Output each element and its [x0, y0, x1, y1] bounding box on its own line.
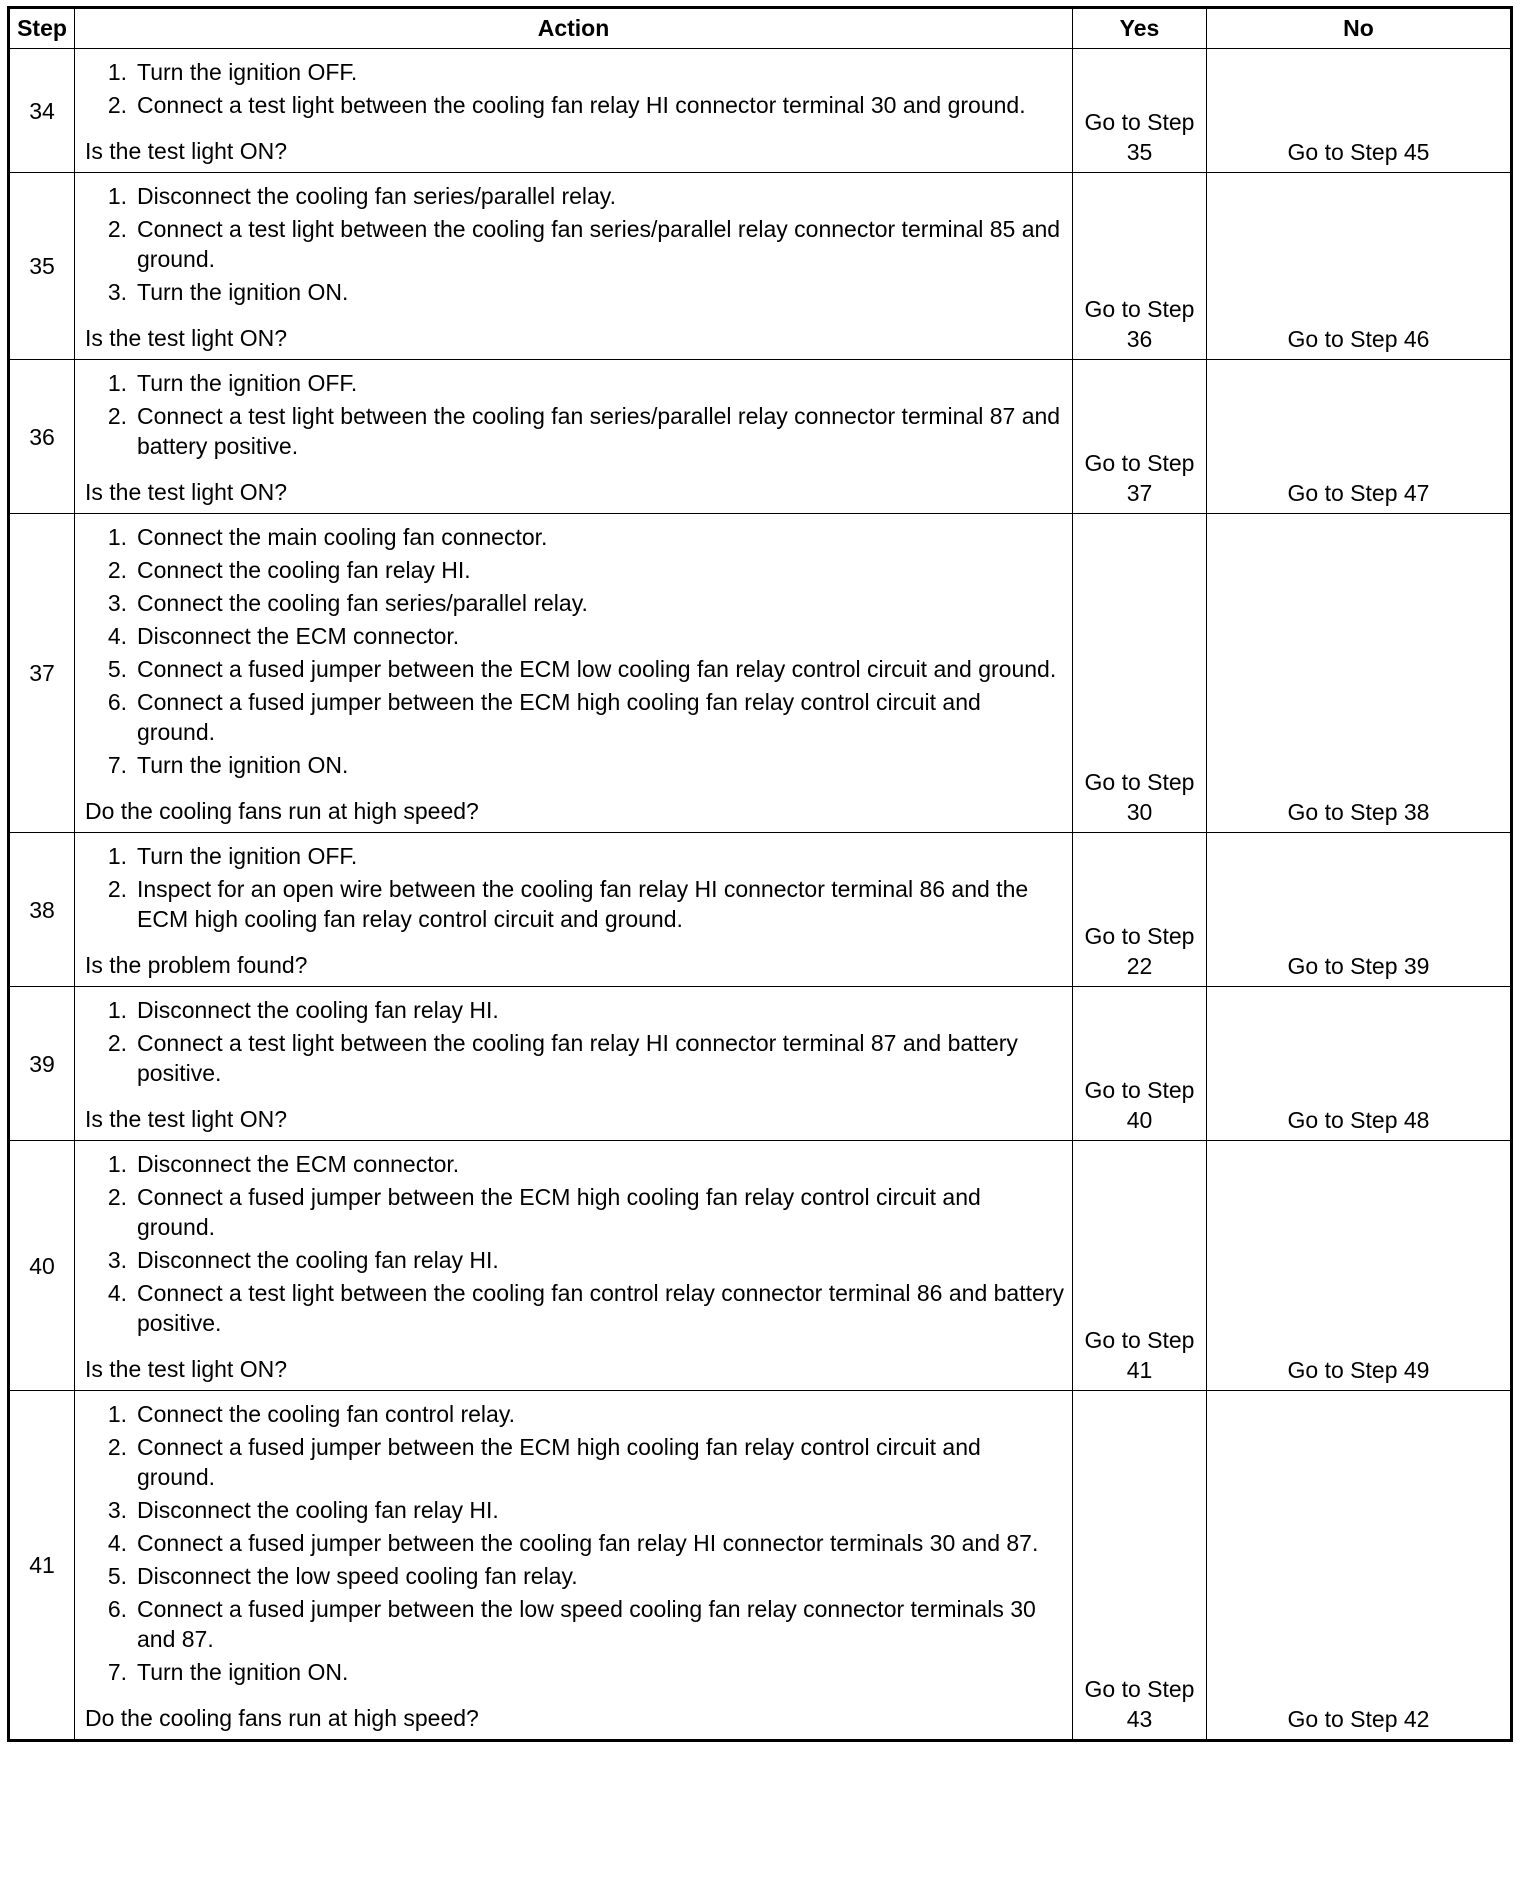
step-number: 39 [9, 987, 75, 1141]
action-item [83, 214, 1064, 274]
action-item [83, 687, 1064, 747]
action-item-text: Disconnect the ECM connector. [137, 1151, 460, 1177]
action-item [83, 1399, 1064, 1429]
action-item-number: 4. [107, 623, 127, 649]
action-item-number: 3. [107, 590, 127, 616]
action-item-text: Inspect for an open wire between the cooling fan relay HI connector terminal 86 and the ECM high cooling fan relay control circuit and ground. [137, 876, 1029, 932]
yes-text: 37 [1126, 480, 1153, 506]
action-item [83, 57, 1064, 87]
yes-text: 35 [1126, 139, 1153, 165]
action-item [83, 654, 1064, 684]
action-item [83, 874, 1064, 934]
action-list [83, 841, 1064, 934]
action-question: Is the test light ON? [85, 325, 287, 351]
yes-cell [1073, 833, 1207, 987]
no-cell: Go to Step 48 [1207, 987, 1512, 1141]
action-item-number: 6. [107, 689, 127, 715]
action-item [83, 1561, 1064, 1591]
action-item [83, 750, 1064, 780]
table-row [9, 987, 1512, 1141]
yes-text: 36 [1126, 326, 1153, 352]
table-row [9, 833, 1512, 987]
yes-text: Go to Step [1084, 296, 1195, 322]
action-list [83, 181, 1064, 307]
action-item [83, 995, 1064, 1025]
action-item-text: Connect the cooling fan relay HI. [137, 557, 471, 583]
action-question: Is the problem found? [85, 952, 308, 978]
action-cell [75, 987, 1073, 1141]
action-list [83, 995, 1064, 1088]
no-cell: Go to Step 42 [1207, 1391, 1512, 1741]
no-cell: Go to Step 45 [1207, 49, 1512, 173]
action-cell [75, 360, 1073, 514]
action-item-text: Connect a fused jumper between the ECM high cooling fan relay control circuit and ground. [137, 1434, 981, 1490]
action-item-number: 1. [107, 1151, 127, 1177]
action-item-text: Connect a fused jumper between the ECM low cooling fan relay control circuit and ground. [137, 656, 1057, 682]
yes-text: Go to Step [1084, 1676, 1195, 1702]
action-item-text: Disconnect the cooling fan relay HI. [137, 1497, 499, 1523]
action-item [83, 1028, 1064, 1088]
action-item-number: 3. [107, 1247, 127, 1273]
action-cell [75, 833, 1073, 987]
action-item-number: 5. [107, 1563, 127, 1589]
action-item-text: Turn the ignition OFF. [137, 370, 358, 396]
action-item-text: Connect the cooling fan series/parallel relay. [137, 590, 588, 616]
step-number: 41 [9, 1391, 75, 1741]
table-row [9, 1141, 1512, 1391]
action-item [83, 841, 1064, 871]
action-item-text: Connect a fused jumper between the ECM high cooling fan relay control circuit and ground. [137, 1184, 981, 1240]
action-item-number: 1. [107, 370, 127, 396]
table-row [9, 514, 1512, 833]
action-item [83, 181, 1064, 211]
step-header: Step [9, 8, 75, 49]
step-number: 37 [9, 514, 75, 833]
yes-cell [1073, 514, 1207, 833]
action-item [83, 1182, 1064, 1242]
action-item [83, 1432, 1064, 1492]
action-item [83, 368, 1064, 398]
action-item-text: Turn the ignition ON. [137, 1659, 349, 1685]
action-item-text: Disconnect the cooling fan relay HI. [137, 997, 499, 1023]
yes-text: 43 [1126, 1706, 1153, 1732]
action-question: Is the test light ON? [85, 138, 287, 164]
action-item [83, 522, 1064, 552]
action-item-text: Disconnect the ECM connector. [137, 623, 460, 649]
yes-cell [1073, 360, 1207, 514]
yes-text: Go to Step [1084, 923, 1195, 949]
yes-text: Go to Step [1084, 769, 1195, 795]
action-item-text: Connect the main cooling fan connector. [137, 524, 548, 550]
step-number: 35 [9, 173, 75, 360]
action-item-text: Connect a test light between the cooling fan control relay connector terminal 86 and battery positive. [137, 1280, 1064, 1336]
action-list [83, 368, 1064, 461]
action-item [83, 588, 1064, 618]
action-question: Is the test light ON? [85, 479, 287, 505]
action-item-number: 7. [107, 752, 127, 778]
yes-header: Yes [1073, 8, 1207, 49]
action-list [83, 522, 1064, 780]
table-body [9, 49, 1512, 1741]
yes-text: 22 [1126, 953, 1153, 979]
action-item-number: 2. [107, 557, 127, 583]
action-item [83, 1278, 1064, 1338]
yes-cell [1073, 49, 1207, 173]
action-item-number: 2. [107, 216, 127, 242]
action-item [83, 555, 1064, 585]
action-item-number: 3. [107, 1497, 127, 1523]
action-item [83, 1528, 1064, 1558]
step-number: 38 [9, 833, 75, 987]
action-item [83, 1495, 1064, 1525]
action-list [83, 57, 1064, 120]
action-item-number: 2. [107, 403, 127, 429]
action-item [83, 401, 1064, 461]
action-item-number: 3. [107, 279, 127, 305]
yes-text: 41 [1126, 1357, 1153, 1383]
no-header: No [1207, 8, 1512, 49]
action-cell [75, 514, 1073, 833]
no-cell: Go to Step 39 [1207, 833, 1512, 987]
action-item-number: 1. [107, 183, 127, 209]
action-item [83, 1149, 1064, 1179]
action-item-text: Connect a test light between the cooling fan series/parallel relay connector terminal 87 and battery positive. [137, 403, 1061, 459]
action-cell [75, 49, 1073, 173]
action-item-text: Disconnect the low speed cooling fan relay. [137, 1563, 578, 1589]
yes-text: Go to Step [1084, 109, 1195, 135]
step-number: 40 [9, 1141, 75, 1391]
table-row [9, 1391, 1512, 1741]
action-item-number: 4. [107, 1280, 127, 1306]
no-cell: Go to Step 46 [1207, 173, 1512, 360]
action-item-number: 1. [107, 843, 127, 869]
yes-text: Go to Step [1084, 1327, 1195, 1353]
action-item-number: 2. [107, 1434, 127, 1460]
action-item-number: 2. [107, 1030, 127, 1056]
action-item-text: Connect a fused jumper between the low speed cooling fan relay connector terminals 30 and 87. [137, 1596, 1036, 1652]
header-row [9, 8, 1512, 49]
yes-cell [1073, 987, 1207, 1141]
action-cell [75, 173, 1073, 360]
action-item [83, 277, 1064, 307]
table-row [9, 173, 1512, 360]
yes-cell [1073, 173, 1207, 360]
action-question: Do the cooling fans run at high speed? [85, 798, 479, 824]
action-item-number: 1. [107, 59, 127, 85]
yes-text: Go to Step [1084, 450, 1195, 476]
action-item-text: Turn the ignition OFF. [137, 843, 358, 869]
action-item-text: Disconnect the cooling fan relay HI. [137, 1247, 499, 1273]
action-question: Is the test light ON? [85, 1356, 287, 1382]
action-item-text: Connect a test light between the cooling fan series/parallel relay connector terminal 85 and ground. [137, 216, 1061, 272]
action-question: Do the cooling fans run at high speed? [85, 1705, 479, 1731]
action-item [83, 1594, 1064, 1654]
yes-text: Go to Step [1084, 1077, 1195, 1103]
action-item-number: 1. [107, 524, 127, 550]
action-item-number: 5. [107, 656, 127, 682]
action-item-text: Turn the ignition ON. [137, 752, 349, 778]
action-question: Is the test light ON? [85, 1106, 287, 1132]
yes-text: 40 [1126, 1107, 1153, 1133]
action-item-number: 6. [107, 1596, 127, 1622]
action-item-text: Connect a fused jumper between the ECM high cooling fan relay control circuit and ground. [137, 689, 981, 745]
step-number: 36 [9, 360, 75, 514]
action-item-number: 7. [107, 1659, 127, 1685]
action-item-text: Turn the ignition OFF. [137, 59, 358, 85]
action-item-text: Connect a test light between the cooling fan relay HI connector terminal 87 and battery positive. [137, 1030, 1018, 1086]
action-item [83, 90, 1064, 120]
no-cell: Go to Step 47 [1207, 360, 1512, 514]
action-item [83, 1245, 1064, 1275]
action-item-number: 2. [107, 876, 127, 902]
action-item-number: 4. [107, 1530, 127, 1556]
action-cell [75, 1391, 1073, 1741]
action-item-text: Connect the cooling fan control relay. [137, 1401, 516, 1427]
table-row [9, 360, 1512, 514]
action-item [83, 1657, 1064, 1687]
action-item-number: 2. [107, 1184, 127, 1210]
action-item-text: Turn the ignition ON. [137, 279, 349, 305]
action-item-number: 1. [107, 1401, 127, 1427]
action-cell [75, 1141, 1073, 1391]
yes-text: 30 [1126, 799, 1153, 825]
action-item-number: 1. [107, 997, 127, 1023]
action-item [83, 621, 1064, 651]
diagnostic-table [7, 6, 1513, 1742]
action-item-text: Connect a test light between the cooling fan relay HI connector terminal 30 and ground. [137, 92, 1026, 118]
action-item-number: 2. [107, 92, 127, 118]
action-item-text: Disconnect the cooling fan series/parallel relay. [137, 183, 616, 209]
action-header: Action [75, 8, 1073, 49]
no-cell: Go to Step 49 [1207, 1141, 1512, 1391]
no-cell: Go to Step 38 [1207, 514, 1512, 833]
action-item-text: Connect a fused jumper between the cooling fan relay HI connector terminals 30 and 87. [137, 1530, 1039, 1556]
yes-cell [1073, 1141, 1207, 1391]
step-number: 34 [9, 49, 75, 173]
yes-cell [1073, 1391, 1207, 1741]
action-list [83, 1399, 1064, 1687]
action-list [83, 1149, 1064, 1338]
table-row [9, 49, 1512, 173]
